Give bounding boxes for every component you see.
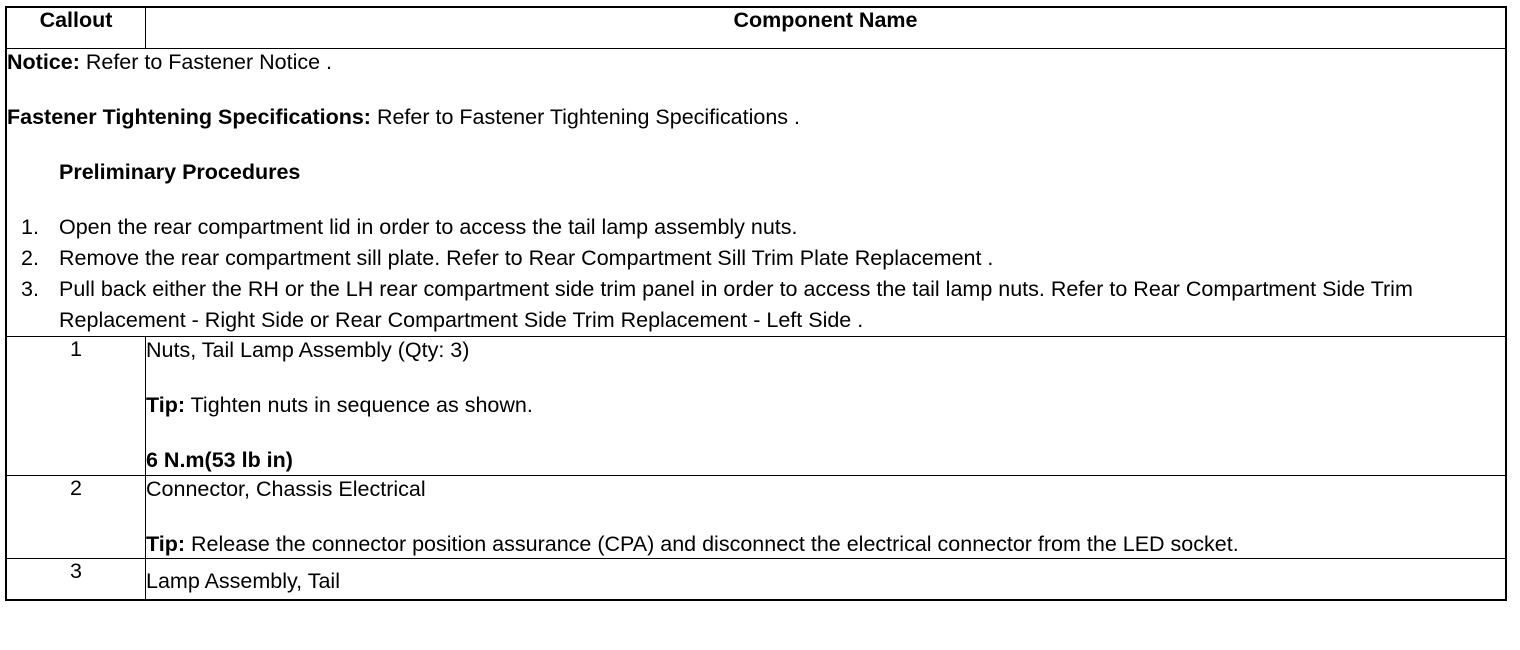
tip-text: Release the connector position assurance (CPA) and disconnect the electrical connector from the LED socket. bbox=[185, 532, 1239, 556]
fastener-spec-text: Refer to Fastener Tightening Specifications . bbox=[370, 105, 801, 129]
table-row bbox=[6, 559, 1506, 601]
tip-line bbox=[146, 392, 1505, 418]
component-name: Lamp Assembly, Tail bbox=[146, 569, 340, 593]
step-number: 1. bbox=[21, 215, 39, 239]
callout-column-header: Callout bbox=[6, 7, 146, 49]
component-name: Nuts, Tail Lamp Assembly (Qty: 3) bbox=[146, 338, 470, 362]
component-cell bbox=[146, 559, 1507, 601]
torque-value: 6 N.m(53 lb in) bbox=[146, 448, 293, 472]
step-text: Remove the rear compartment sill plate. Refer to Rear Compartment Sill Trim Plate Replacement . bbox=[59, 246, 994, 270]
component-cell bbox=[146, 476, 1507, 559]
notes-cell bbox=[6, 49, 1506, 337]
notice-text: Refer to Fastener Notice . bbox=[79, 50, 333, 74]
callout-cell: 2 bbox=[6, 476, 146, 559]
step-text: Pull back either the RH or the LH rear compartment side trim panel in order to access the tail lamp nuts. Refer to Rear Compartment Side Trim Replacement - Right Side or Rear Compartment Side Trim Replacement - Left Side . bbox=[59, 277, 1413, 332]
table-header-row bbox=[6, 7, 1506, 49]
fastener-spec-label: Fastener Tightening Specifications: bbox=[7, 105, 371, 129]
list-item bbox=[7, 274, 1505, 336]
tip-line bbox=[146, 531, 1505, 557]
notice-line bbox=[7, 49, 1505, 75]
component-cell bbox=[146, 337, 1507, 476]
component-name-column-header: Component Name bbox=[146, 7, 1507, 49]
callout-cell: 3 bbox=[6, 559, 146, 601]
notes-row bbox=[6, 49, 1506, 337]
component-table bbox=[5, 6, 1507, 601]
tip-label: Tip: bbox=[146, 393, 186, 417]
list-item bbox=[7, 243, 1505, 274]
step-number: 2. bbox=[21, 246, 39, 270]
preliminary-title-text: Preliminary Procedures bbox=[59, 160, 301, 184]
torque-spec bbox=[146, 447, 1505, 473]
fastener-spec-line bbox=[7, 104, 1505, 130]
table-row bbox=[6, 337, 1506, 476]
list-item bbox=[7, 212, 1505, 243]
preliminary-steps-list bbox=[7, 212, 1505, 336]
step-number: 3. bbox=[21, 277, 39, 301]
step-text: Open the rear compartment lid in order to access the tail lamp assembly nuts. bbox=[59, 215, 798, 239]
table-row bbox=[6, 476, 1506, 559]
tip-label: Tip: bbox=[146, 532, 186, 556]
tip-text: Tighten nuts in sequence as shown. bbox=[185, 393, 533, 417]
component-name: Connector, Chassis Electrical bbox=[146, 477, 426, 501]
notice-label: Notice: bbox=[7, 50, 80, 74]
callout-cell: 1 bbox=[6, 337, 146, 476]
preliminary-procedures-title bbox=[7, 159, 1505, 185]
